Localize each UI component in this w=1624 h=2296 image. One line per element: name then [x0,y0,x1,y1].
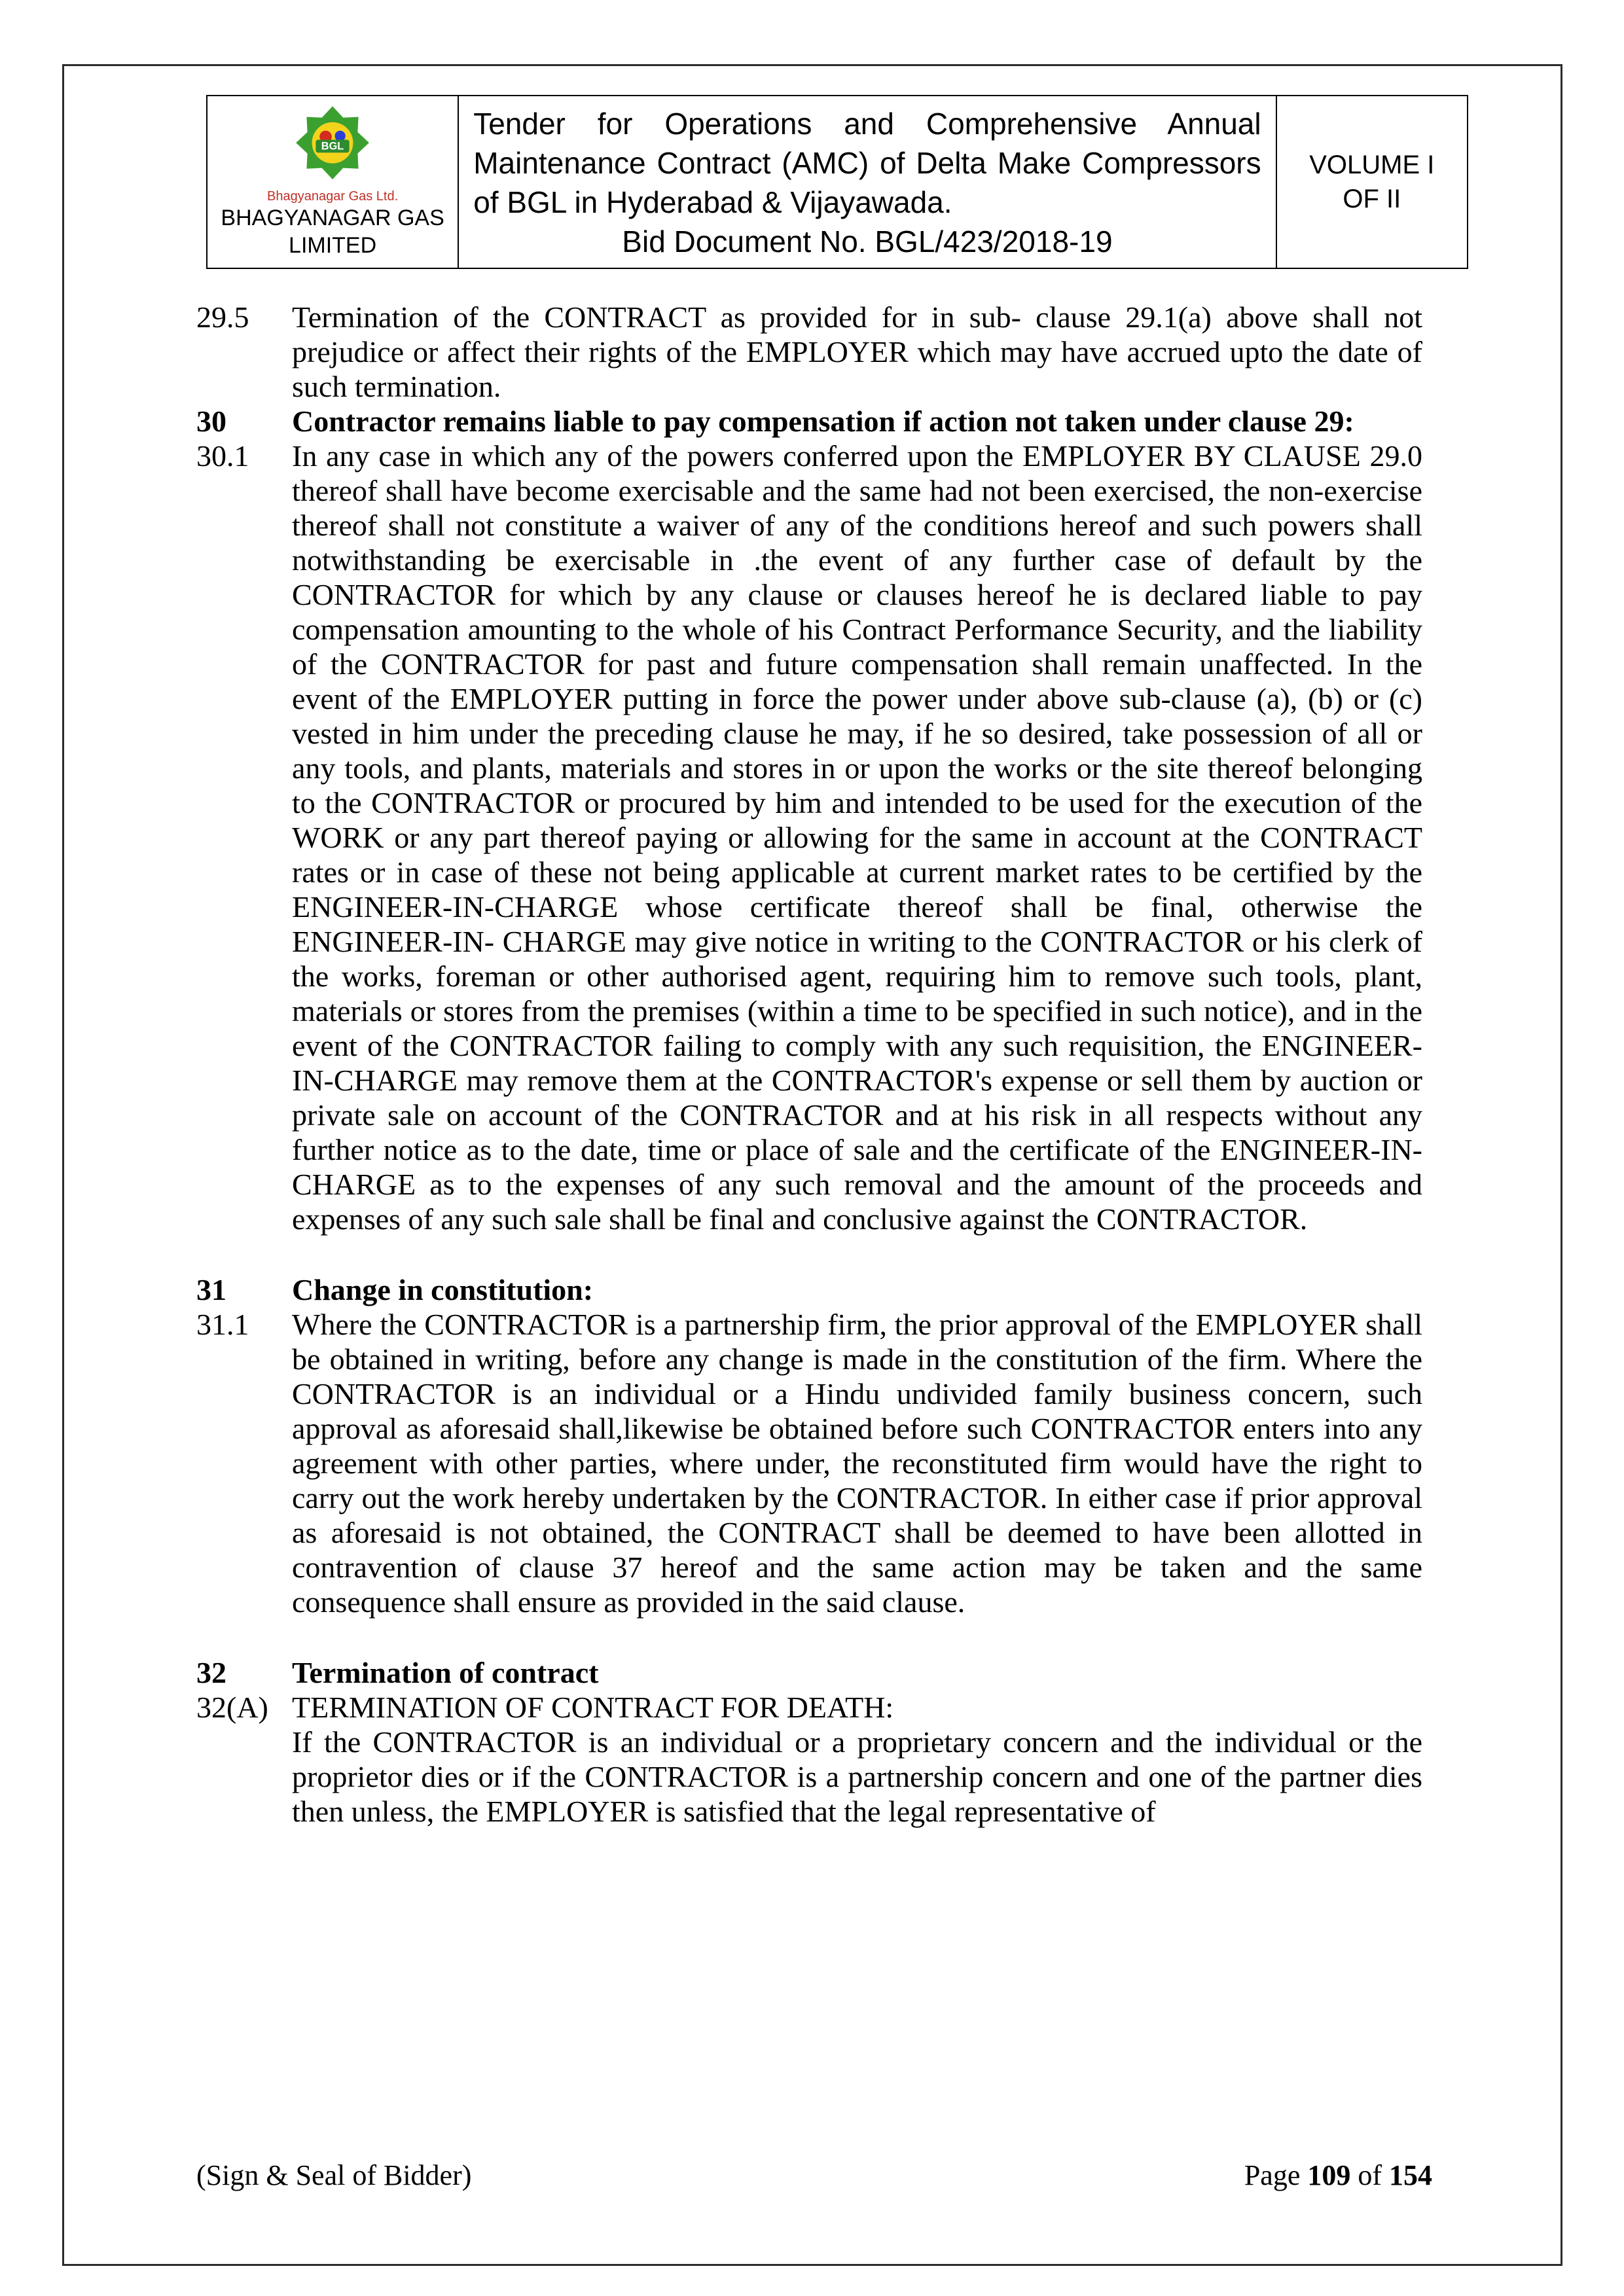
total-pages: 154 [1389,2159,1432,2191]
clause-row [196,404,1422,439]
logo-cell [208,96,459,268]
tender-title: Tender for Operations and Comprehensive Annual Maintenance Contract (AMC) of Delta Make Compressors of BGL in Hyderabad & Vijayawada. [473,107,1261,219]
bid-document-no: Bid Document No. BGL/423/2018-19 [622,224,1113,259]
clause-row [196,1655,1422,1690]
clause-number [196,1725,292,1829]
svg-text:BGL: BGL [321,140,344,152]
clause-heading: Termination of contract [292,1656,599,1689]
of-word: of [1358,2159,1382,2191]
page-footer [196,2159,1432,2193]
clause-number: 31 [196,1273,226,1306]
title-cell [459,96,1276,268]
clause-row [196,1725,1422,1829]
clause-heading: Contractor remains liable to pay compensation if action not taken under clause 29: [292,404,1354,438]
page-word: Page [1244,2159,1301,2191]
page-indicator [1244,2159,1432,2193]
org-name-line1: BHAGYANAGAR GAS [221,206,444,230]
clause-text: Termination of the CONTRACT as provided for in sub- clause 29.1(a) above shall not prejudice or affect their rights of the EMPLOYER which may have accrued upto the date of such termination. [292,300,1422,403]
volume-line2: OF II [1343,185,1401,213]
clause-text: TERMINATION OF CONTRACT FOR DEATH: [292,1691,894,1724]
clause-number: 30.1 [196,439,249,473]
bgl-logo-icon [283,105,382,188]
page-number: 109 [1307,2159,1351,2191]
clauses-content [196,300,1422,1829]
clause-heading: Change in constitution: [292,1273,594,1306]
clause-row [196,1690,1422,1725]
clause-number: 32 [196,1656,226,1689]
clause-row [196,439,1422,1236]
clause-row [196,1307,1422,1619]
clause-number: 30 [196,404,226,438]
volume-cell [1277,96,1467,268]
clause-number: 29.5 [196,300,249,334]
header-table [206,95,1468,269]
clause-number: 32(A) [196,1691,268,1724]
clause-number: 31.1 [196,1308,249,1341]
clause-text: Where the CONTRACTOR is a partnership firm, the prior approval of the EMPLOYER shall be obtained in writing, before any change is made in the constitution of the firm. Where the CONTRACTOR is an individual or a Hindu undivided family business concern, such approval as aforesaid shall,likewise be obtained before such CONTRACTOR enters into any agreement with other parties, where under, the reconstituted firm would have the right to carry out the work hereby undertaken by the CONTRACTOR. In either case if prior approval as aforesaid is not obtained, the CONTRACT shall be deemed to have been allotted in contravention of clause 37 hereof and the same action may be taken and the same consequence shall ensure as provided in the said clause. [292,1308,1422,1619]
clause-text: In any case in which any of the powers conferred upon the EMPLOYER BY CLAUSE 29.0 thereof shall have become exercisable and the same had not been exercised, the non-exercise thereof shall not constitute a waiver of any of the conditions hereof and such powers shall notwithstanding be exercisable in .the event of any further case of default by the CONTRACTOR for which by any clause or clauses hereof he is declared liable to pay compensation amounting to the whole of his Contract Performance Security, and the liability of the CONTRACTOR for past and future compensation shall remain unaffected. In the event of the EMPLOYER putting in force the power under above sub-clause (a), (b) or (c) vested in him under the preceding clause he may, if he so desired, take possession of all or any tools, and plants, materials and stores in or upon the works or the site thereof belonging to the CONTRACTOR or procured by him and intended to be used for the execution of the WORK or any part thereof paying or allowing for the same in account at the CONTRACT rates or in case of these not being applicable at current market rates to be certified by the ENGINEER-IN-CHARGE whose certificate thereof shall be final, otherwise the ENGINEER-IN- CHARGE may give notice in writing to the CONTRACTOR or his clerk of the works, foreman or other authorised agent, requiring him to remove such tools, plant, materials or stores from the premises (within a time to be specified in such notice), and in the event of the CONTRACTOR failing to comply with any such requisition, the ENGINEER-IN-CHARGE may remove them at the CONTRACTOR's expense or sell them by auction or private sale on account of the CONTRACTOR and at his risk in all respects without any further notice as to the date, time or place of sale and the certificate of the ENGINEER-IN-CHARGE as to the expenses of any such removal and the amount of the proceeds and expenses of any such sale shall be final and conclusive against the CONTRACTOR. [292,439,1422,1236]
clause-row [196,300,1422,404]
clause-row [196,1272,1422,1307]
volume-line1: VOLUME I [1309,151,1435,179]
clause-text: If the CONTRACTOR is an individual or a proprietary concern and the individual or the proprietor dies or if the CONTRACTOR is a partnership concern and one of the partner dies then unless, the EMPLOYER is satisfied that the legal representative of [292,1725,1422,1828]
logo-caption: Bhagyanagar Gas Ltd. [267,189,399,204]
sign-seal-text: (Sign & Seal of Bidder) [196,2159,472,2191]
org-name-line2: LIMITED [289,233,377,258]
